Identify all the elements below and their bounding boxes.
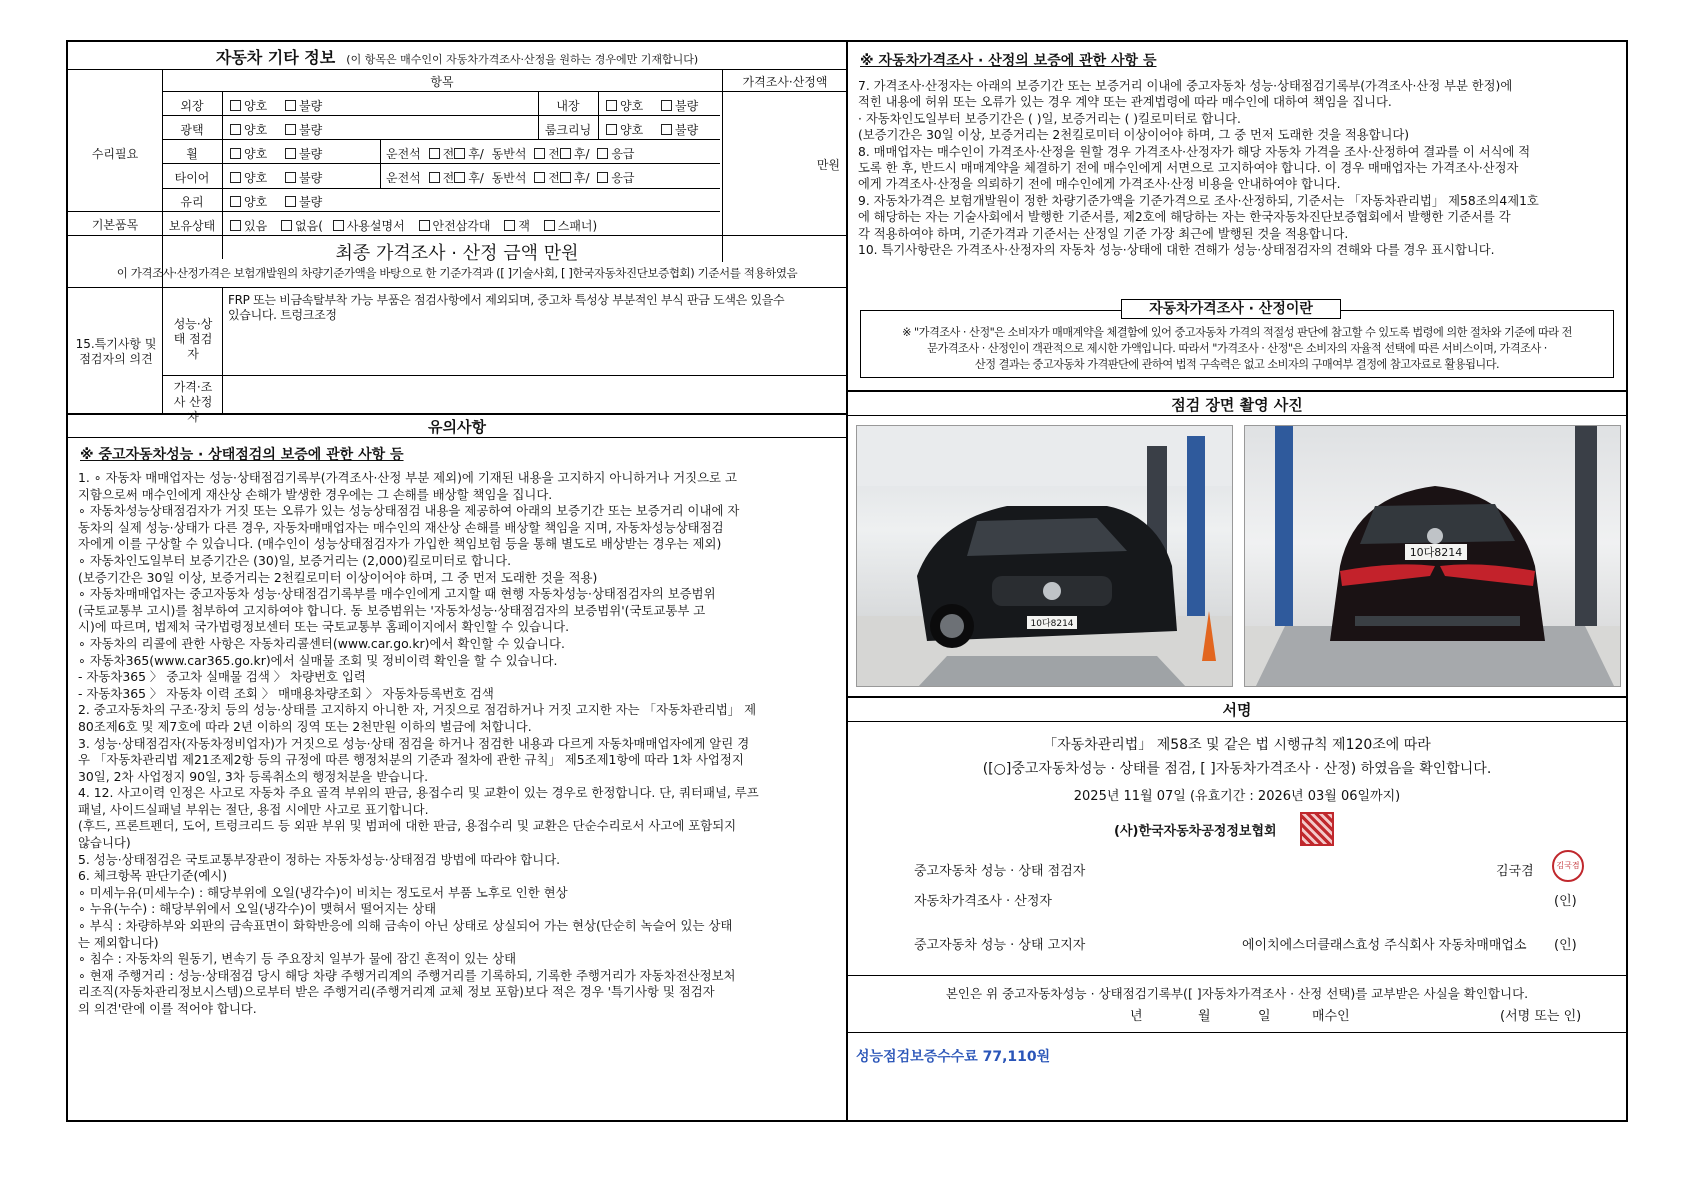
wheel-passenger-rear-checkbox[interactable]: [560, 148, 571, 159]
wheel-seat-options: 운전석 전 후/ 동반석 전 후/ 응급: [386, 147, 635, 161]
note-line: ∘ 미세누유(미세누수) : 해당부위에 오일(냉각수)이 비치는 정도로서 부품 노후로 인한 현상: [78, 884, 568, 900]
exterior-options: 양호 불량: [230, 97, 322, 114]
right-panel: [848, 42, 1626, 1120]
spanner-checkbox[interactable]: [544, 220, 555, 231]
inspector-name: 김국겸: [1496, 864, 1534, 879]
note-line: ∘ 자동차성능상태점검자가 거짓 또는 오류가 있는 성능상태점검 내용을 제공하여 아래의 보증기간 또는 보증거리 이내에 자: [78, 503, 740, 519]
note-line: (후드, 프론트펜더, 도어, 트렁크리드 등 외판 부위 및 범퍼에 대한 판금, 용접수리 및 교환은 단순수리로서 사고에 포함되지: [78, 818, 737, 834]
inspection-photo-front: [856, 425, 1233, 687]
price-note-line: 에 해당하는 자는 기술사회에서 발행한 기준서를, 제2호에 해당하는 자는 한국자동차진단보증협회에서 발행한 기준서를 각: [858, 210, 1511, 225]
glass-good-checkbox[interactable]: [230, 196, 241, 207]
price-note-line: 7. 가격조사·산정자는 아래의 보증기간 또는 보증거리 이내에 중고자동차 성능·상태점검기록부(가격조사·산정 부분 한정)에: [858, 79, 1513, 93]
note-line: 는 제외합니다): [78, 934, 159, 950]
room-cleaning-bad-checkbox[interactable]: [661, 124, 672, 135]
interior-options: 양호 불량: [606, 97, 698, 114]
note-line: ∘ 부식 : 차량하부와 외판의 금속표면이 화학반응에 의해 금속이 아닌 상태로 상실되어 가는 현상(단순히 녹슬어 있는 상태: [78, 918, 733, 934]
tire-driver-rear-checkbox[interactable]: [454, 172, 465, 183]
owned-status-options: 있음 없음( 사용설명서 안전삼각대 잭 스패너): [230, 217, 597, 234]
note-line: (보증기간은 30일 이상, 보증거리는 2천킬로미터 이상이어야 하며, 그 중 먼저 도래한 것을 적용): [78, 569, 598, 585]
tire-passenger-front-checkbox[interactable]: [534, 172, 545, 183]
notifier-role: 중고자동차 성능 · 상태 고지자: [914, 938, 1086, 953]
inspector-opinion-text: FRP 또는 비금속탈부착 가능 부품은 점검사항에서 제외되며, 중고차 특성상 부분적인 부식 판금 도색은 있을수 있습니다. 트렁크조정: [228, 293, 785, 322]
special-notes-label: 15.특기사항 및 점검자의 의견: [75, 337, 157, 366]
inspector-stamp-icon: 김국겸: [1552, 850, 1584, 882]
tire-emergency-checkbox[interactable]: [597, 172, 608, 183]
photo-section-title: 점검 장면 촬영 사진: [1171, 396, 1303, 414]
note-line: 2. 중고자동차의 구조·장치 등의 성능·상태를 고지하지 아니한 자, 거짓으로 점검하거나 거짓 고지한 자는 「자동차관리법」 제: [78, 702, 757, 718]
tire-seat-options: 운전석 전 후/ 동반석 전 후/ 응급: [386, 171, 635, 185]
triangle-checkbox[interactable]: [419, 220, 430, 231]
room-cleaning-options: 양호 불량: [606, 121, 698, 138]
jack-checkbox[interactable]: [504, 220, 515, 231]
tire-passenger-rear-checkbox[interactable]: [560, 172, 571, 183]
price-note-line: 9. 자동차가격은 보험개발원이 정한 차량기준가액을 기준가격으로 조사·산정하되, 기준서는 「자동차관리법」 제58조의4제1호: [858, 193, 1539, 208]
month-label: 월: [1198, 1009, 1211, 1024]
front-plate-text: 10다8214: [1030, 619, 1074, 629]
sign-line-2: ([○]중고자동차성능 · 상태를 점검, [ ]자동차가격조사 · 산정) 하였음을 확인합니다.: [982, 761, 1492, 777]
inspection-photo-rear: [1244, 425, 1621, 687]
wheel-bad-checkbox[interactable]: [285, 148, 296, 159]
interior-bad-checkbox[interactable]: [661, 100, 672, 111]
tire-good-checkbox[interactable]: [230, 172, 241, 183]
manual-checkbox[interactable]: [333, 220, 344, 231]
price-note-line: 적힌 내용에 허위 또는 오류가 있는 경우 계약 또는 관계법령에 따라 매수인에 대하여 책임을 집니다.: [858, 95, 1392, 110]
price-note-line: (보증기간은 30일 이상, 보증거리는 2천킬로미터 이상이어야 하며, 그 중 먼저 도래한 것을 적용합니다): [858, 128, 1410, 143]
notifier-name: 에이치에스더클래스효성 주식회사 자동차매매업소: [1242, 938, 1527, 953]
gloss-label: 광택: [180, 123, 204, 137]
note-line: ∘ 누유(누수) : 해당부위에서 오일(냉각수)이 맺혀서 떨어지는 상태: [78, 901, 437, 917]
left-panel: [68, 42, 848, 1120]
note-line: 6. 체크항목 판단기준(예시): [78, 868, 228, 884]
etc-subtitle: (이 항목은 매수인이 자동차가격조사·산정을 원하는 경우에만 기재합니다): [346, 53, 699, 66]
note-line: ∘ 자동차인도일부터 보증기간은 (30)일, 보증거리는 (2,000)킬로미터로 합니다.: [78, 552, 512, 568]
price-note-line: 에게 가격조사·산정을 의뢰하기 전에 매수인에게 가격조사·산정 비용을 안내하여야 합니다.: [858, 177, 1341, 192]
fee-line: 성능점검보증수수료 77,110원: [856, 1049, 1051, 1065]
rear-plate-text: 10다8214: [1409, 546, 1463, 559]
price-guarantee-title: ※ 자동차가격조사 · 산정의 보증에 관한 사항 등: [860, 53, 1157, 69]
exterior-good-checkbox[interactable]: [230, 100, 241, 111]
wheel-driver-rear-checkbox[interactable]: [454, 148, 465, 159]
note-line: 1. ∘ 자동차 매매업자는 성능·상태점검기록부(가격조사·산정 부분 제외)에 기재된 내용을 고지하지 아니하거나 거짓으로 고: [78, 470, 737, 485]
caution-title: 유의사항: [428, 418, 486, 436]
owned-status-label: 보유상태: [168, 219, 216, 233]
owned-no-checkbox[interactable]: [281, 220, 292, 231]
basic-items-label: 기본품목: [91, 218, 139, 232]
wheel-label: 휠: [186, 147, 198, 161]
glass-bad-checkbox[interactable]: [285, 196, 296, 207]
note-line: 80조제6호 및 제7호에 따라 2년 이하의 징역 또는 2천만원 이하의 벌금에 처합니다.: [78, 718, 532, 734]
note-line: 않습니다): [78, 835, 131, 851]
note-line: ∘ 자동차매매업자는 중고자동차 성능·상태점검기록부를 매수인에게 고지할 때 현행 자동차성능·상태점검자의 보증범위: [78, 586, 716, 602]
note-line: 5. 성능·상태점검은 국토교통부장관이 정하는 자동차성능·상태점검 방법에 따라야 합니다.: [78, 851, 561, 867]
col-item-header: 항목: [430, 75, 454, 89]
note-line: ∘ 자동차365(www.car365.go.kr)에서 실매물 조회 및 정비이력 확인을 할 수 있습니다.: [78, 652, 558, 668]
note-line: 지함으로써 매수인에게 재산상 손해가 발생한 경우에는 그 손해를 배상할 책임을 집니다.: [78, 486, 553, 502]
note-line: 자에게 이를 구상할 수 있습니다. (매수인이 성능상태점검자가 가입한 책임보험 등을 통해 별도로 배상받는 경우는 제외): [78, 536, 722, 552]
note-line: ∘ 침수 : 자동차의 원동기, 변속기 등 주요장치 일부가 물에 잠긴 흔적이 있는 상태: [78, 951, 517, 967]
note-line: 리조직(자동차관리정보시스템)으로부터 받은 주행거리(주행거리계 교체 정보 포함)보다 적은 경우 '특기사항 및 점검자: [78, 984, 715, 1000]
gloss-options: 양호 불량: [230, 121, 322, 138]
glass-label: 유리: [180, 195, 204, 209]
etc-title: 자동차 기타 정보: [215, 48, 336, 67]
etc-info-header: [68, 45, 846, 68]
price-note-line: 10. 특기사항란은 가격조사·산정자의 자동차 성능·상태에 대한 견해가 성능·상태점검자의 견해와 다를 경우 표시합니다.: [858, 243, 1495, 258]
org-name: (사)한국자동차공정정보협회: [1114, 824, 1277, 839]
wheel-good-checkbox[interactable]: [230, 148, 241, 159]
note-line: - 자동차365 〉 중고차 실매물 검색 〉 차량번호 입력: [78, 669, 366, 685]
what-is-title: 자동차가격조사 · 산정이란: [1121, 299, 1341, 319]
col-price-header: 가격조사·산정액: [742, 75, 828, 89]
tire-bad-checkbox[interactable]: [285, 172, 296, 183]
interior-label: 내장: [556, 99, 580, 113]
note-line: 의 의견'란에 이를 적어야 합니다.: [78, 1001, 257, 1016]
owned-yes-checkbox[interactable]: [230, 220, 241, 231]
year-label: 년: [1130, 1009, 1143, 1024]
appraiser-seal: (인): [1554, 894, 1577, 909]
receipt-line: 본인은 위 중고자동차성능 · 상태점검기록부([ ]자동차가격조사 · 산정 선택)를 교부받은 사실을 확인합니다.: [945, 986, 1529, 1001]
exterior-label: 외장: [180, 99, 204, 113]
glass-options: 양호 불량: [230, 193, 322, 210]
inspector-opinion-label: 성능·상태 점검자: [173, 317, 213, 361]
day-label: 일: [1258, 1009, 1271, 1024]
note-line: ∘ 자동차의 리콜에 관한 사항은 자동차리콜센터(www.car.go.kr)에서 확인할 수 있습니다.: [78, 635, 565, 651]
gloss-good-checkbox[interactable]: [230, 124, 241, 135]
note-line: 시)에 따르며, 법제처 국가법령정보센터 또는 국토교통부 홈페이지에서 확인할 수 있습니다.: [78, 619, 570, 635]
wheel-options: 양호 불량: [230, 145, 322, 162]
what-is-box: [860, 301, 1614, 378]
org-seal-icon: [1300, 812, 1334, 846]
notifier-seal: (인): [1554, 938, 1577, 953]
note-line: 우 「자동차관리법 제21조제2항 등의 규정에 따른 행정처분의 기준과 절차에 관한 규칙」 제5조제1항에 따라 1차 사업정지: [78, 752, 744, 768]
wheel-driver-front-checkbox[interactable]: [429, 148, 440, 159]
gloss-bad-checkbox[interactable]: [285, 124, 296, 135]
tire-driver-front-checkbox[interactable]: [429, 172, 440, 183]
price-note-line: · 자동차인도일부터 보증기간은 ( )일, 보증거리는 ( )킬로미터로 합니다.: [858, 111, 1241, 126]
what-is-line: ※ "가격조사 · 산정"은 소비자가 매매계약을 체결함에 있어 중고자동차 가격의 적절성 판단에 참고할 수 있도록 법령에 의한 절차와 기준에 따라 전: [902, 326, 1572, 339]
note-line: ∘ 현재 주행거리 : 성능·상태점검 당시 해당 차량 주행거리계의 주행거리를 기록하되, 기록한 주행거리가 자동차전산정보처: [78, 967, 736, 983]
note-line: 3. 성능·상태점검자(자동차정비업자)가 거짓으로 성능·상태 점검을 하거나 점검한 내용과 다르게 자동차매매업자에게 알린 경: [78, 735, 750, 751]
date-line: 2025년 11월 07일 (유효기간 : 2026년 03월 06일까지): [1073, 789, 1401, 804]
price-guarantee-notes: [858, 78, 1539, 258]
price-note-line: 도록 한 후, 반드시 매매계약을 체결하기 전에 매수인에게 서면으로 고지하여야 합니다. 이 경우 매매업자는 가격조사·산정자: [858, 161, 1519, 176]
sign-section-title: 서명: [1222, 701, 1252, 719]
room-cleaning-label: 룸크리닝: [544, 123, 592, 137]
final-amount: 최종 가격조사 · 산정 금액 만원: [335, 243, 579, 264]
guarantee-title: ※ 중고자동차성능 · 상태점검의 보증에 관한 사항 등: [80, 447, 404, 463]
tire-label: 타이어: [174, 171, 210, 185]
repair-needed-label: 수리필요: [91, 147, 139, 161]
exterior-bad-checkbox[interactable]: [285, 100, 296, 111]
sign-or-seal-label: (서명 또는 인): [1500, 1009, 1582, 1024]
sign-line-1: 「자동차관리법」 제58조 및 같은 법 시행규칙 제120조에 따라: [1043, 737, 1431, 753]
price-note-line: 8. 매매업자는 매수인이 가격조사·산정을 원할 경우 가격조사·산정자가 해당 자동차 가격을 조사·산정하여 결과를 이 서식에 적: [858, 144, 1531, 159]
front-car-image: [857, 426, 1233, 687]
what-is-line: 산정 결과는 중고자동차 가격판단에 관하여 법적 구속력은 없고 소비자의 구매여부 결정에 참고자료로 활용됩니다.: [974, 358, 1500, 371]
inspector-role: 중고자동차 성능 · 상태 점검자: [914, 864, 1086, 879]
room-cleaning-good-checkbox[interactable]: [606, 124, 617, 135]
document-frame: [66, 40, 1628, 1122]
wheel-emergency-checkbox[interactable]: [597, 148, 608, 159]
what-is-line: 문가격조사 · 산정인이 객관적으로 제시한 가액입니다. 따라서 "가격조사 · 산정"은 소비자의 자율적 선택에 따른 서비스이며, 가격조사 ·: [927, 342, 1547, 355]
guarantee-notes: [78, 470, 840, 1018]
note-line: 4. 12. 사고이력 인정은 사고로 자동차 주요 골격 부위의 판금, 용접수리 및 교환이 있는 경우로 한정합니다. 단, 쿼터패널, 루프: [78, 785, 759, 801]
note-line: 패널, 사이드실패널 부위는 절단, 용접 시에만 사고로 표기합니다.: [78, 801, 429, 817]
tire-options: 양호 불량: [230, 169, 322, 186]
interior-good-checkbox[interactable]: [606, 100, 617, 111]
unit-manwon: 만원: [816, 158, 840, 172]
basis-note: 이 가격조사·산정가격은 보험개발원의 차량기준가액을 바탕으로 한 기준가격과 ([ ]기술사회, [ ]한국자동차진단보증협회) 기준서를 적용하였음: [116, 266, 798, 280]
appraiser-role: 자동차가격조사 · 산정자: [914, 894, 1052, 909]
price-note-line: 각 적용하여야 하며, 기준가격과 기준서는 산정일 기준 가장 최근에 발행된 것을 적용합니다.: [858, 226, 1349, 241]
appraiser-opinion-label: 가격·조사 산정자: [173, 380, 213, 424]
note-line: 30일, 2차 사업정지 90일, 3차 등록취소의 행정처분을 받습니다.: [78, 768, 429, 784]
wheel-passenger-front-checkbox[interactable]: [534, 148, 545, 159]
note-line: (국토교통부 고시)를 첨부하여 고지하여야 합니다. 동 보증범위는 '자동차성능·상태점검자의 보증범위'(국토교통부 고: [78, 602, 706, 618]
rear-car-image: [1245, 426, 1621, 687]
buyer-label: 매수인: [1312, 1009, 1350, 1024]
note-line: 동차의 실제 성능·상태가 다른 경우, 자동차매매업자는 매수인의 재산상 손해를 배상할 책임을 지며, 자동차성능상태점검: [78, 519, 724, 535]
note-line: - 자동차365 〉 자동차 이력 조회 〉 매매용차량조회 〉 자동차등록번호 검색: [78, 685, 494, 701]
